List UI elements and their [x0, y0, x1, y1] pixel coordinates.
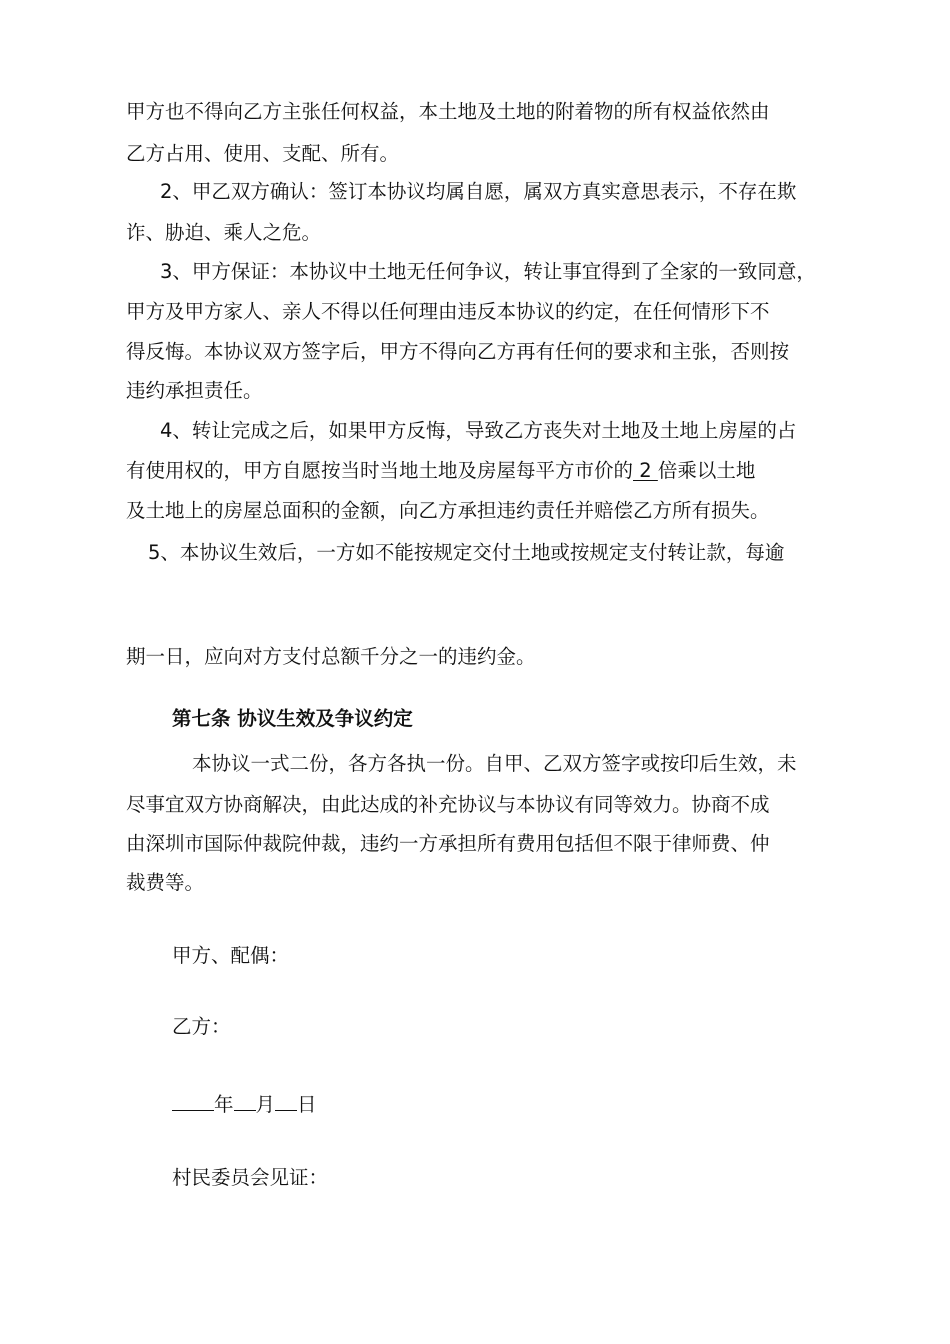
day-blank [275, 1090, 297, 1111]
party-b-signature-label: 乙方： [172, 1015, 231, 1038]
p4-line-3: 及土地上的房屋总面积的金额，向乙方承担违约责任并赔偿乙方所有损失。 [126, 499, 770, 522]
witness-label: 村民委员会见证： [172, 1166, 329, 1189]
p3-line-2: 甲方及甲方家人、亲人不得以任何理由违反本协议的约定，在任何情形下不 [126, 300, 770, 323]
p4-line-2-pre: 有使用权的，甲方自愿按当时当地土地及房屋每平方市价的 [126, 459, 634, 482]
p2-line-2: 诈、胁迫、乘人之危。 [126, 221, 322, 244]
month-label: 月 [255, 1093, 276, 1116]
p1-line-1: 甲方也不得向乙方主张任何权益，本土地及土地的附着物的所有权益依然由 [126, 100, 770, 123]
article-7-line-4: 裁费等。 [126, 871, 205, 894]
article-7-line-1: 本协议一式二份，各方各执一份。自甲、乙双方签字或按印后生效，未 [192, 752, 797, 775]
p4-line-2-post: 倍乘以土地 [657, 459, 756, 482]
article-7-line-2: 尽事宜双方协商解决，由此达成的补充协议与本协议有同等效力。协商不成 [126, 793, 770, 816]
year-blank [172, 1090, 214, 1111]
day-label: 日 [297, 1093, 317, 1116]
p2-line-1: 2、甲乙双方确认：签订本协议均属自愿，属双方真实意思表示，不存在欺 [160, 180, 797, 203]
year-label: 年 [214, 1093, 234, 1116]
p3-line-1: 3、甲方保证：本协议中土地无任何争议，转让事宜得到了全家的一致同意， [160, 260, 816, 283]
p4-line-1: 4、转让完成之后，如果甲方反悔，导致乙方丧失对土地及土地上房屋的占 [160, 419, 797, 442]
multiplier-value: 2 [633, 459, 658, 482]
party-a-signature-label: 甲方、配偶： [172, 944, 290, 967]
p3-line-4: 违约承担责任。 [126, 379, 263, 402]
p5-line-1: 5、本协议生效后，一方如不能按规定交付土地或按规定支付转让款，每逾 [148, 541, 785, 564]
date-line [172, 1090, 317, 1117]
p1-line-2: 乙方占用、使用、支配、所有。 [126, 142, 400, 165]
article-7-line-3: 由深圳市国际仲裁院仲裁，违约一方承担所有费用包括但不限于律师费、仲 [126, 832, 770, 855]
article-7-heading: 第七条 协议生效及争议约定 [172, 707, 413, 730]
p5-line-2: 期一日，应向对方支付总额千分之一的违约金。 [126, 645, 536, 668]
p3-line-3: 得反悔。本协议双方签字后，甲方不得向乙方再有任何的要求和主张，否则按 [126, 340, 790, 363]
month-blank [234, 1090, 256, 1111]
p4-line-2 [126, 459, 755, 483]
